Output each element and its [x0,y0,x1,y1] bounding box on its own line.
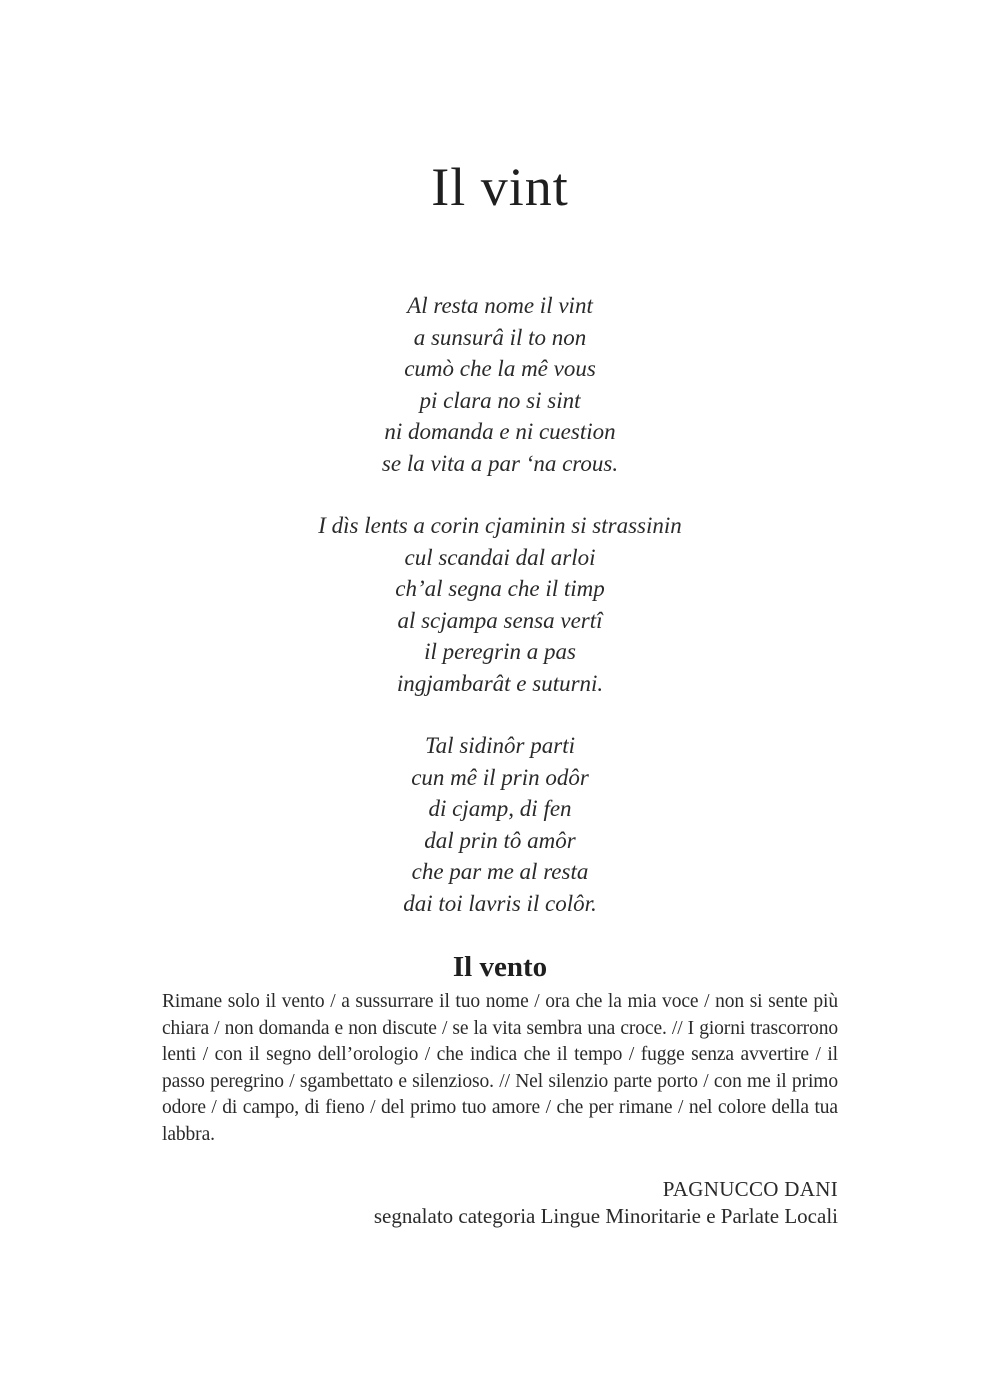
content-column [162,157,838,1229]
verse-line: che par me al resta [411,859,589,884]
author-name: PAGNUCCO DANI [662,1177,838,1201]
verse-line: ingjambarât e suturni. [396,670,604,696]
verse-line: cumò che la mê vous [404,356,596,381]
verse-line: cul scandai dal arloi [404,544,596,570]
verse-line: cun mê il prin odôr [411,764,589,790]
translation-heading: Il vento [452,951,548,983]
verse-line: dai toi lavris il colôr. [403,890,597,916]
verse-line: I dìs lents a corin cjaminin si strassinin [318,513,682,538]
verse-line: Al resta nome il vint [407,293,593,318]
stanza-3 [162,730,838,919]
attribution-block [162,1176,838,1229]
verse-line: al scjampa sensa vertî [397,607,603,633]
stanza-1 [162,290,838,479]
poem-title: Il vint [431,157,569,217]
translation-text: Rimane solo il vento / a sussurrare il tuo nome / ora che la mia voce / non si sente più chiara / non domanda e non discute / se la vita sembra una croce. // I giorni trascorrono lenti / con il segno dell’orologio / che indica che il tempo / fugge senza avvertire / il passo peregrino / sgambettato e silenzioso. // Nel silenzio parte porto / con me il primo odore / di campo, di fieno / del primo tuo amore / che per rimane / nel colore della tua labbra. [162,991,838,1145]
verse-line: se la vita a par ‘na crous. [381,450,619,476]
verse-line: pi clara no si sint [419,387,581,413]
verse-line: a sunsurâ il to non [413,324,587,350]
verse-line: ch’al segna che il timp [395,576,605,601]
verse-line: di cjamp, di fen [428,796,572,821]
verse-line: Tal sidinôr parti [425,733,575,758]
verse-line: dal prin tô amôr [424,827,576,853]
stanza-2 [162,510,838,699]
verse-line: il peregrin a pas [424,639,576,664]
verse-line: ni domanda e ni cuestion [384,419,616,444]
attribution-note: segnalato categoria Lingue Minoritarie e Parlate Locali [373,1203,838,1228]
